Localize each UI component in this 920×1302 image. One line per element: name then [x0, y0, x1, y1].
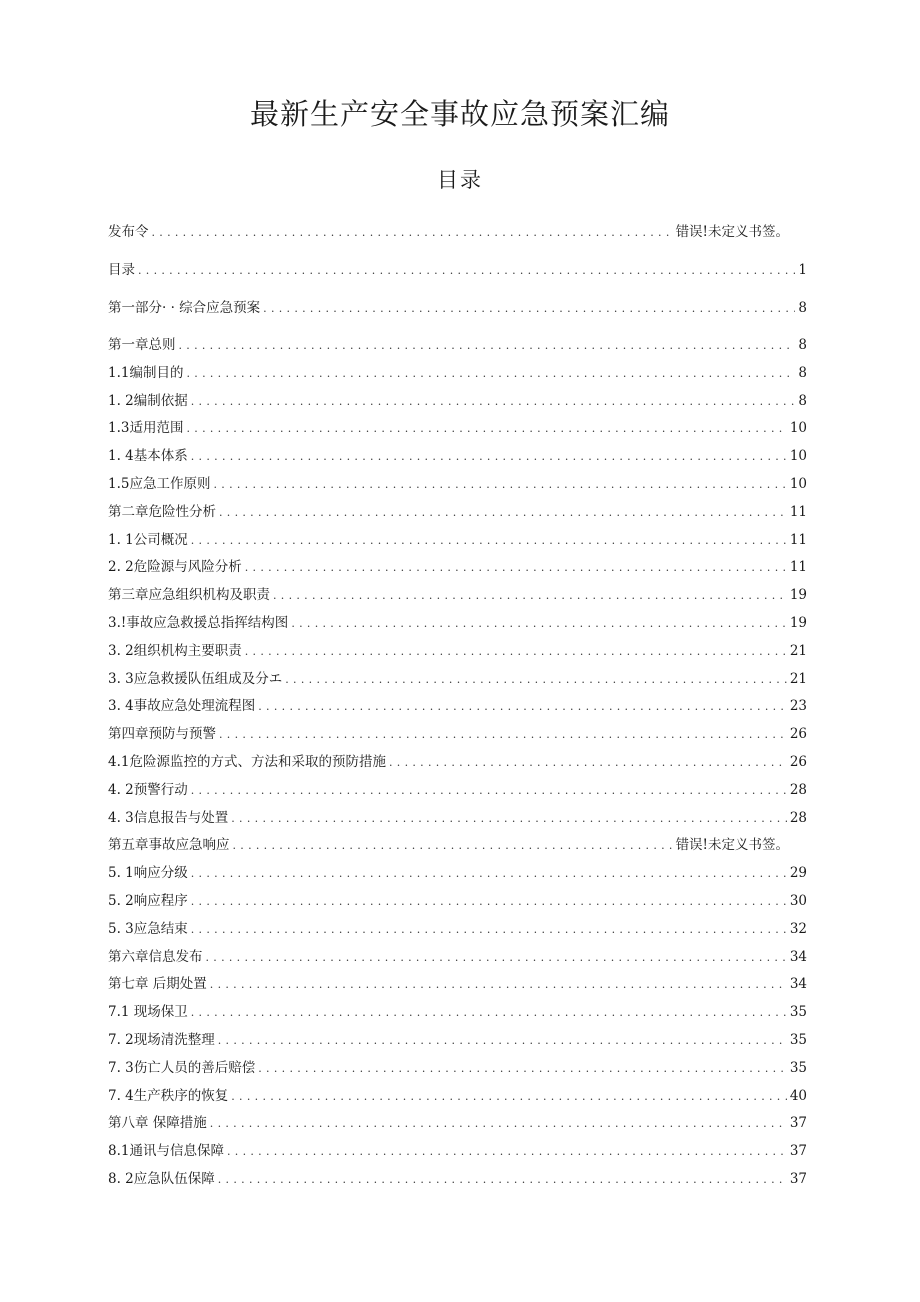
toc-entry-page: 23	[789, 698, 807, 715]
toc-entry-page: 34	[789, 948, 807, 965]
toc-entry-label: 1. 4基本体系	[108, 448, 188, 465]
toc-entry-page: 8	[798, 364, 807, 381]
toc-entry-page: 11	[789, 559, 807, 576]
toc-entry[interactable]	[108, 388, 807, 416]
toc-entry-label: 目录	[108, 261, 135, 278]
toc-entry-page: 19	[789, 587, 807, 604]
toc-entry-page: 1	[798, 261, 807, 278]
toc-entry-label: 3.!事故应急救援总指挥结构图	[108, 614, 289, 631]
toc-entry-label: 第三章应急组织机构及职责	[108, 587, 270, 604]
toc-entry[interactable]	[108, 832, 807, 860]
dot-leader	[245, 554, 787, 582]
toc-entry[interactable]	[108, 777, 807, 805]
toc-entry[interactable]	[108, 471, 807, 499]
dot-leader	[210, 1110, 787, 1138]
dot-leader	[231, 1083, 787, 1111]
toc-entry-label: 第五章事故应急响应	[108, 837, 230, 854]
toc-entry[interactable]	[108, 860, 807, 888]
dot-leader	[191, 388, 796, 416]
table-of-contents	[108, 219, 807, 1194]
toc-entry-page: 10	[789, 475, 807, 492]
dot-leader	[285, 666, 787, 694]
dot-leader	[191, 443, 787, 471]
toc-entry[interactable]	[108, 284, 807, 323]
toc-entry-page: 40	[789, 1087, 807, 1104]
toc-entry-page: 8	[798, 337, 807, 353]
dot-leader	[206, 944, 787, 972]
toc-entry-page: 35	[789, 1059, 807, 1076]
toc-entry-label: 7. 3伤亡人员的善后赔偿	[108, 1059, 256, 1076]
dot-leader	[258, 693, 787, 721]
toc-entry-label: 第八章 保障措施	[108, 1115, 207, 1132]
toc-entry-label: 3. 2组织机构主要职责	[108, 642, 242, 659]
toc-entry-label: 第四章预防与预警	[108, 726, 216, 743]
toc-entry[interactable]	[108, 971, 807, 999]
toc-entry-label: 3. 3应急救援队伍组成及分エ	[108, 670, 283, 687]
toc-entry-page: 21	[789, 642, 807, 659]
dot-leader	[210, 971, 787, 999]
dot-leader	[213, 471, 786, 499]
dot-leader	[218, 1027, 787, 1055]
toc-entry[interactable]	[108, 1055, 807, 1083]
toc-entry-label: 7. 2现场清洗整理	[108, 1031, 215, 1048]
toc-entry-label: 第六章信息发布	[108, 948, 203, 965]
toc-entry-label: 发布令	[108, 224, 149, 240]
dot-leader	[291, 610, 787, 638]
toc-entry[interactable]	[108, 916, 807, 944]
toc-entry-label: 3. 4事故应急处理流程图	[108, 698, 256, 715]
toc-entry-label: 第一部分· · 综合应急预案	[108, 300, 261, 316]
toc-entry[interactable]	[108, 527, 807, 555]
dot-leader	[273, 582, 787, 610]
toc-entry-page: 32	[789, 920, 807, 937]
dot-leader	[258, 1055, 787, 1083]
toc-entry-label: 5. 3应急结束	[108, 920, 188, 937]
toc-entry-label: 2. 2危险源与风险分析	[108, 559, 242, 576]
toc-entry[interactable]	[108, 749, 807, 777]
toc-entry[interactable]	[108, 582, 807, 610]
toc-entry-label: 5. 2响应程序	[108, 892, 188, 909]
toc-entry[interactable]	[108, 1138, 807, 1166]
toc-entry[interactable]	[108, 554, 807, 582]
dot-leader	[191, 777, 787, 805]
toc-entry-page: 35	[789, 1031, 807, 1048]
toc-entry-label: 第二章危险性分析	[108, 503, 216, 520]
toc-entry[interactable]	[108, 415, 807, 443]
toc-entry[interactable]	[108, 666, 807, 694]
dot-leader	[152, 219, 673, 247]
dot-leader	[179, 332, 796, 360]
toc-entry-label: 8.1通讯与信息保障	[108, 1143, 224, 1160]
dot-leader	[191, 916, 787, 944]
toc-entry-label: 1.3适用范围	[108, 420, 184, 437]
toc-entry[interactable]	[108, 888, 807, 916]
toc-entry-page: 29	[789, 865, 807, 882]
toc-entry[interactable]	[108, 219, 807, 247]
toc-entry-label: 1.5应急工作原则	[108, 475, 211, 492]
dot-leader	[233, 832, 673, 860]
toc-entry-page: 26	[789, 726, 807, 743]
toc-entry[interactable]	[108, 499, 807, 527]
document-title: 最新生产安全事故应急预案汇编	[249, 97, 670, 131]
toc-entry-page: 错误!未定义书签。	[675, 224, 789, 240]
toc-entry-label: 1. 1公司概况	[108, 531, 188, 548]
dot-leader	[191, 888, 787, 916]
dot-leader	[218, 1166, 787, 1194]
toc-entry[interactable]	[108, 360, 807, 388]
toc-entry[interactable]	[108, 1166, 807, 1194]
toc-entry-page: 10	[789, 448, 807, 465]
toc-entry-page: 19	[789, 614, 807, 631]
toc-entry-page: 21	[789, 670, 807, 687]
dot-leader	[186, 360, 795, 388]
toc-entry-label: 1. 2编制依据	[108, 392, 188, 409]
toc-entry-page: 30	[789, 892, 807, 909]
toc-entry-page: 37	[789, 1115, 807, 1132]
toc-entry-label: 4.1危险源监控的方式、方法和采取的预防措施	[108, 753, 386, 770]
toc-entry[interactable]	[108, 693, 807, 721]
dot-leader	[245, 638, 787, 666]
toc-entry-label: 1.1编制目的	[108, 364, 184, 381]
toc-entry-page: 28	[789, 809, 807, 826]
dot-leader	[219, 721, 787, 749]
dot-leader	[263, 295, 795, 323]
toc-entry-label: 4. 3信息报告与处置	[108, 809, 229, 826]
toc-entry-page: 错误!未定义书签。	[675, 837, 789, 854]
dot-leader	[138, 257, 795, 285]
toc-entry[interactable]	[108, 638, 807, 666]
dot-leader	[191, 860, 787, 888]
toc-entry-page: 26	[789, 753, 807, 770]
toc-entry-page: 11	[789, 503, 807, 520]
dot-leader	[231, 805, 787, 833]
dot-leader	[191, 999, 787, 1027]
toc-heading: 目录	[437, 168, 483, 192]
toc-entry-page: 28	[789, 781, 807, 798]
toc-entry-label: 第七章 后期处置	[108, 976, 207, 993]
toc-entry-label: 5. 1响应分级	[108, 865, 188, 882]
toc-entry[interactable]	[108, 805, 807, 833]
toc-entry-page: 37	[789, 1143, 807, 1160]
dot-leader	[389, 749, 787, 777]
toc-entry-label: 8. 2应急队伍保障	[108, 1170, 215, 1187]
toc-entry-page: 8	[798, 392, 807, 409]
dot-leader	[191, 527, 787, 555]
toc-entry[interactable]	[108, 323, 807, 360]
toc-entry-page: 37	[789, 1170, 807, 1187]
toc-entry[interactable]	[108, 443, 807, 471]
toc-entry[interactable]	[108, 1027, 807, 1055]
toc-entry[interactable]	[108, 247, 807, 285]
toc-entry[interactable]	[108, 944, 807, 972]
toc-entry-page: 10	[789, 420, 807, 437]
toc-entry-page: 8	[798, 300, 807, 316]
toc-entry[interactable]	[108, 999, 807, 1027]
toc-entry-label: 7.1 现场保卫	[108, 1004, 188, 1021]
toc-entry[interactable]	[108, 1083, 807, 1111]
toc-entry-label: 4. 2预警行动	[108, 781, 188, 798]
dot-leader	[227, 1138, 787, 1166]
toc-entry-page: 35	[789, 1004, 807, 1021]
toc-entry-label: 7. 4生产秩序的恢复	[108, 1087, 229, 1104]
toc-entry[interactable]	[108, 610, 807, 638]
toc-entry[interactable]	[108, 721, 807, 749]
dot-leader	[219, 499, 787, 527]
dot-leader	[186, 415, 786, 443]
toc-entry-page: 34	[789, 976, 807, 993]
toc-entry-page: 11	[789, 531, 807, 548]
toc-entry[interactable]	[108, 1110, 807, 1138]
toc-entry-label: 第一章总则	[108, 337, 176, 353]
